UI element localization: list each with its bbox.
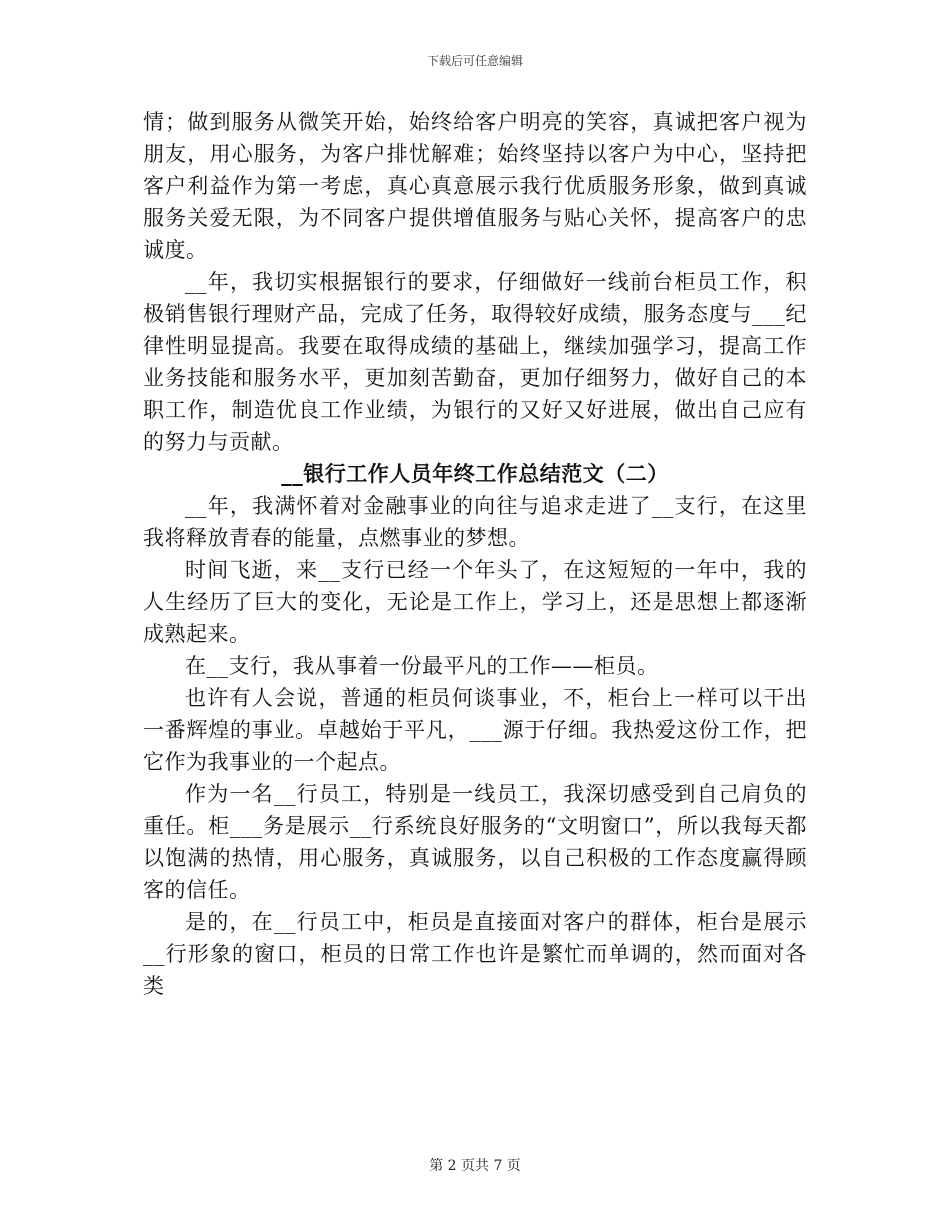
paragraph: 是的，在__行员工中，柜员是直接面对客户的群体，柜台是展示__行形象的窗口，柜员的日常工作也许是繁忙而单调的，然而面对各类 (143, 910, 807, 998)
page-header: 下载后可任意编辑 (426, 54, 523, 68)
page-footer: 第 2 页共 7 页 (429, 1158, 521, 1174)
paragraph-continued: 情；做到服务从微笑开始，始终给客户明亮的笑容，真诚把客户视为朋友，用心服务，为客户排忧解难；始终坚持以客户为中心，坚持把客户利益作为第一考虑，真心真意展示我行优质服务形象，做到真诚服务关爱无限，为不同客户提供增值服务与贴心关怀，提高客户的忠诚度。 (143, 110, 807, 262)
document-body (143, 106, 807, 1002)
paragraph: __年，我满怀着对金融事业的向往与追求走进了__支行，在这里我将释放青春的能量，点燃事业的梦想。 (143, 494, 807, 550)
paragraph: 作为一名__行员工，特别是一线员工，我深切感受到自己肩负的重任。柜___务是展示__行系统良好服务的“文明窗口”，所以我每天都以饱满的热情，用心服务，真诚服务，以自己积极的工作态度赢得顾客的信任。 (143, 782, 807, 902)
section-title: __银行工作人员年终工作总结范文（二） (281, 461, 669, 486)
paragraph: 在__支行，我从事着一份最平凡的工作——柜员。 (185, 654, 659, 678)
paragraph: __年，我切实根据银行的要求，仔细做好一线前台柜员工作，积极销售银行理财产品，完成了任务，取得较好成绩，服务态度与___纪律性明显提高。我要在取得成绩的基础上，继续加强学习，提高工作业务技能和服务水平，更加刻苦勤奋，更加仔细努力，做好自己的本职工作，制造优良工作业绩，为银行的又好又好进展，做出自己应有的努力与贡献。 (143, 270, 807, 454)
paragraph: 也许有人会说，普通的柜员何谈事业，不，柜台上一样可以干出一番辉煌的事业。卓越始于平凡，___源于仔细。我热爱这份工作，把它作为我事业的一个起点。 (143, 686, 807, 774)
paragraph: 时间飞逝，来__支行已经一个年头了，在这短短的一年中，我的人生经历了巨大的变化，无论是工作上，学习上，还是思想上都逐渐成熟起来。 (143, 558, 807, 646)
